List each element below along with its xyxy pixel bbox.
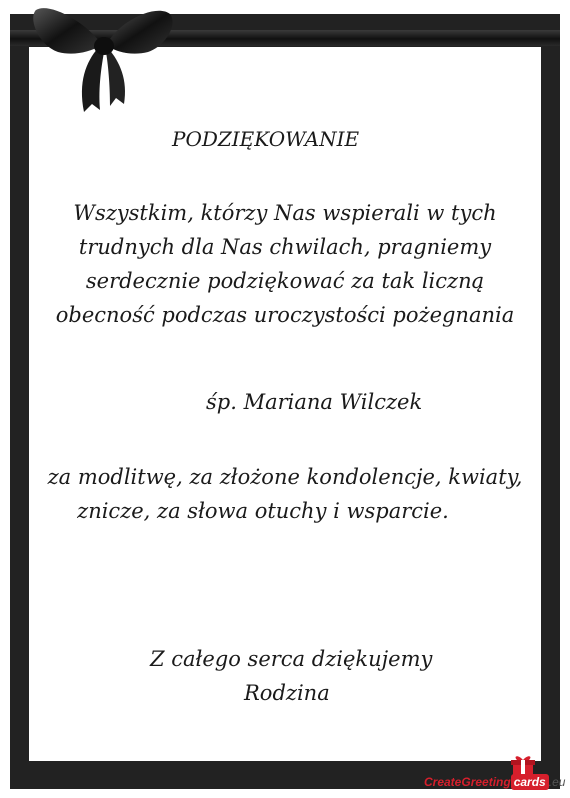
brand-logo-part-1: CreateGreeting <box>424 775 511 789</box>
closing-text: Z całego serca dziękujemy <box>150 647 433 671</box>
body-line-2: trudnych dla Nas chwilach, pragniemy <box>78 235 492 259</box>
body-line-1: Wszystkim, którzy Nas wspierali w tych <box>73 201 497 225</box>
ribbon-bow-icon <box>28 0 178 118</box>
brand-logo[interactable] <box>424 754 566 794</box>
thanks-line-1: za modlitwę, za złożone kondolencje, kwiaty, <box>47 465 523 489</box>
thanks-line-2: znicze, za słowa otuchy i wsparcie. <box>77 499 449 523</box>
brand-logo-part-3: .eu <box>548 775 566 789</box>
card-title: PODZIĘKOWANIE <box>172 127 360 151</box>
brand-logo-text <box>424 774 565 790</box>
body-line-4: obecność podczas uroczystości pożegnania <box>55 303 515 327</box>
body-line-3: serdecznie podziękować za tak liczną <box>85 269 485 293</box>
signature: Rodzina <box>244 681 330 705</box>
deceased-name: śp. Mariana Wilczek <box>206 390 423 414</box>
brand-logo-part-2: cards <box>511 774 549 790</box>
